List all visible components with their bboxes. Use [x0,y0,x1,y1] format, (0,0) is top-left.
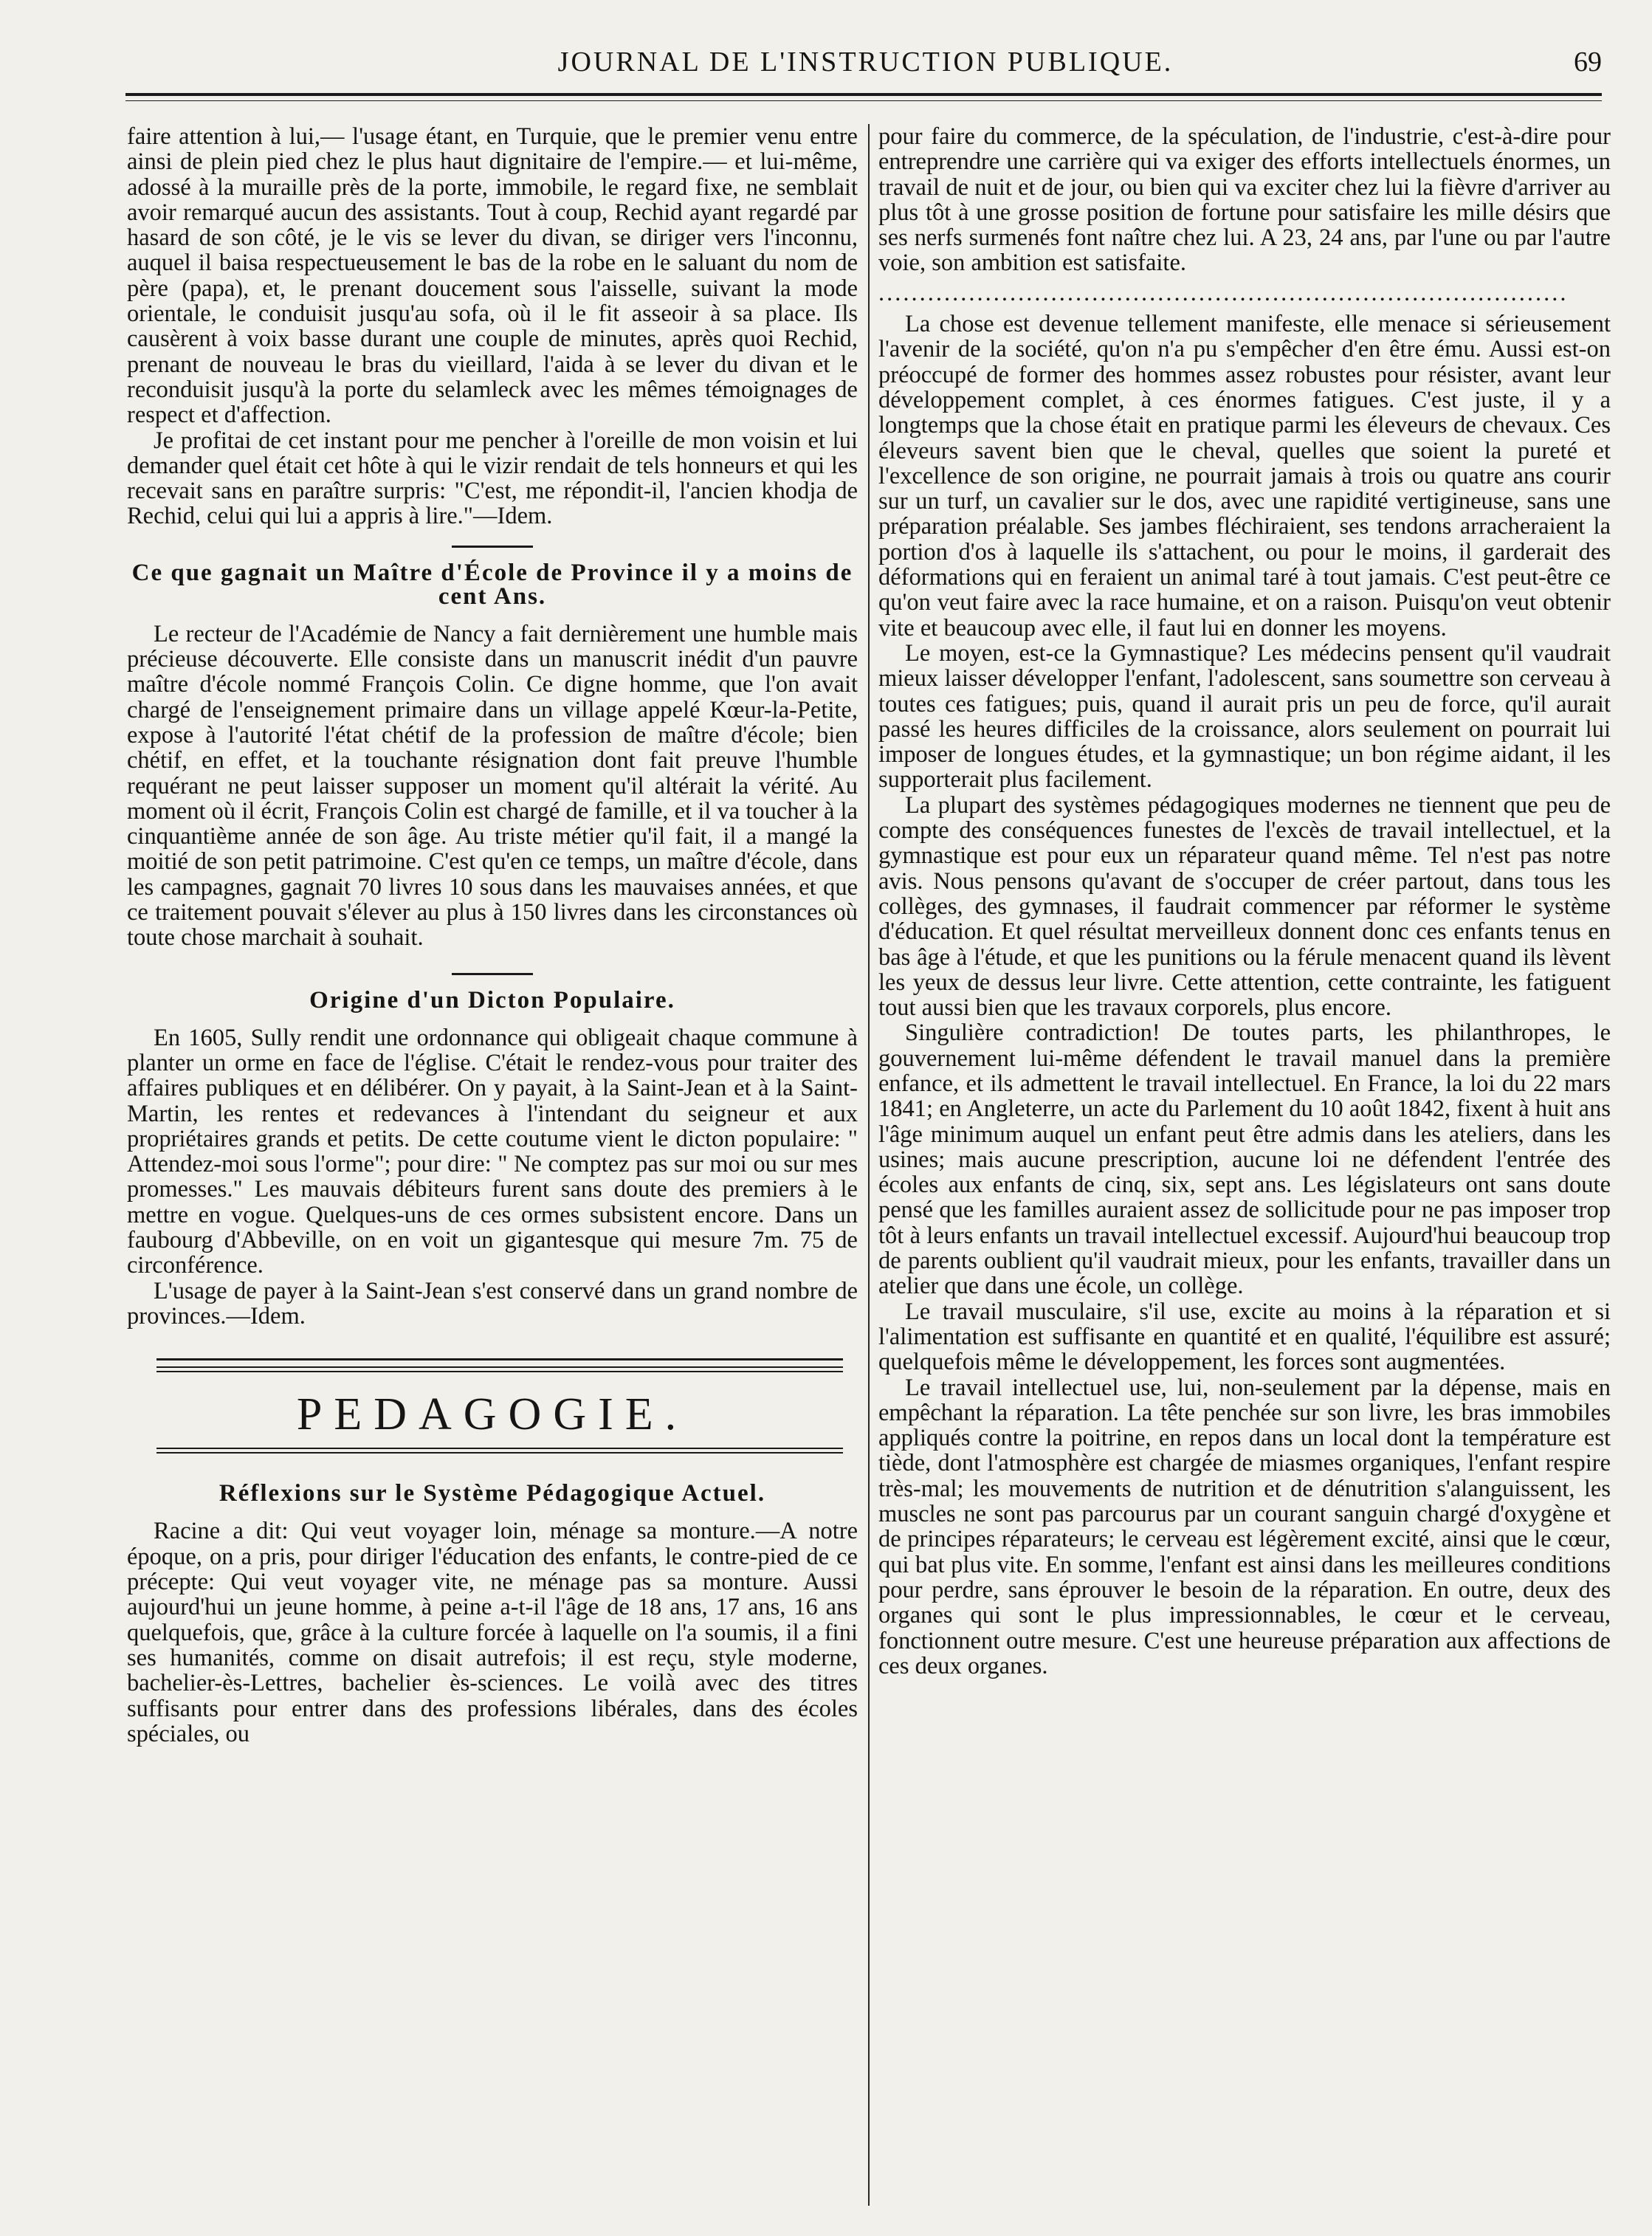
article-headline-schoolmaster: Ce que gagnait un Maître d'École de Province il y a moins de cent Ans. [131,559,853,610]
header-rule [125,93,1602,101]
article-separator [452,546,533,548]
article-paragraph: Le moyen, est-ce la Gymnastique? Les médecins pensent qu'il vaudrait mieux laisser développer l'enfant, l'adolescent, sans soumettre son cerveau à toutes ces fatigues; puis, quand il aurait pris un peu de force, qu'il aurait passé les heures difficiles de la croissance, alors seulement on pourrait lui imposer de longues études, et la gymnastique; un bon régime aidant, il les supporterait plus facilement. [878,639,1611,794]
article-paragraph: L'usage de payer à la Saint-Jean s'est conservé dans un grand nombre de provinces.—Idem. [127,1277,858,1329]
dotted-separator: .................................................................................... [878,280,1569,306]
right-intro-paragraph: pour faire du commerce, de la spéculation, de l'industrie, c'est-à-dire pour entreprendre une carrière qui va exiger des efforts intellectuels énormes, un travail de nuit et de jour, ou bien qui va exciter chez lui la fièvre d'arriver au plus tôt à une grosse position de fortune pour satisfaire les mille désirs que ses nerfs surmenés font naître chez lui. A 23, 24 ans, par l'une ou par l'autre voie, son ambition est satisfaite. [878,123,1611,277]
section-title: PEDAGOGIE. [296,1389,689,1440]
section-rule-bottom [156,1448,843,1454]
article-paragraph: La chose est devenue tellement manifeste, elle menace si sérieusement l'avenir de la société, qu'on n'a pu s'empêcher d'en être ému. Aussi est-on préoccupé de former des hommes assez robustes pour résister, avant leur développement complet, à ces énormes fatigues. C'est juste, il y a longtemps que la chose était en pratique parmi les éleveurs de chevaux. Ces éleveurs savent bien que le cheval, quelles que soient la pureté et l'excellence de son origine, ne pourrait jamais à trois ou quatre ans courir sur un turf, un cavalier sur le dos, avec une rapidité vertigineuse, sans une préparation préalable. Ses jambes fléchiraient, ses tendons arracheraient la portion d'os à laquelle ils s'attachent, ou pour le moins, il garderait des déformations qui en feraient un animal taré à tout jamais. C'est peut-être ce qu'on veut faire avec la race humaine, et on a raison. Puisqu'on veut obtenir vite et beaucoup avec elle, il faut lui en donner les moyens. [878,311,1611,641]
article-paragraph: La plupart des systèmes pédagogiques modernes ne tiennent que peu de compte des conséquences funestes de l'excès de travail intellectuel, et la gymnastique est pour eux un réparateur quand même. Tel n'est pas notre avis. Nous pensons qu'avant de s'occuper de créer partout, dans tous les collèges, des gymnases, il faudrait commencer par réformer le système d'éducation. Et quel résultat merveilleux donnent donc ces enfants tenus en bas âge à l'étude, et que les punitions ou la férule menacent quand ils lèvent les yeux de dessus leur livre. Cette attention, cette contrainte, les fatiguent tout aussi bien que les travaux corporels, plus encore. [878,791,1611,1022]
left-second-paragraph: Je profitai de cet instant pour me pencher à l'oreille de mon voisin et lui demander quel était cet hôte à qui le vizir rendait de tels honneurs et qui les recevait sans en paraître surpris: "C'est, me répondit-il, l'ancien khodja de Rechid, celui qui lui a appris à lire."—Idem. [127,427,858,530]
left-intro-paragraph: faire attention à lui,— l'usage étant, en Turquie, que le premier venu entre ainsi de plein pied chez le plus haut dignitaire de l'empire.— et lui-même, adossé à la muraille près de la porte, immobile, le regard fixe, ne semblait avoir remarqué aucun des assistants. Tout à coup, Rechid ayant regardé par hasard de son côté, je le vis se lever du divan, se diriger vers l'inconnu, auquel il baisa respectueusement le bas de la robe en le saluant du nom de père (papa), et, le prenant doucement sous l'aisselle, suivant la mode orientale, le conduisit jusqu'au sofa, où il le fit asseoir à sa place. Ils causèrent à voix basse durant une couple de minutes, après quoi Rechid, prenant de nouveau le bras du vieillard, l'aida à se lever du divan et le reconduisit jusqu'à la porte du selamleck avec les mêmes témoignages de respect et d'affection. [127,123,858,429]
article-headline-reflexions: Réflexions sur le Système Pédagogique Actuel. [218,1480,766,1507]
left-column [127,124,858,1747]
article-paragraph: Le travail intellectuel use, lui, non-seulement par la dépense, mais en empêchant la réparation. La tête penchée sur son livre, les bras immobiles appliqués contre la poitrine, en repos dans un local dont la température est tiède, dont l'atmosphère est chargée de miasmes organiques, l'enfant respire très-mal; les mouvements de nutrition et de dénutrition s'alanguissent, les muscles ne sont pas parcourus par un courant sanguin chargé d'oxygène et de principes réparateurs; le cerveau est légèrement excité, ainsi que le cœur, qui bat plus vite. En somme, l'enfant est ainsi dans les meilleures conditions pour perdre, sans éprouver le besoin de la réparation. En outre, deux des organes qui sont le plus impressionnables, le cœur et le cerveau, fonctionnent outre mesure. C'est une heureuse préparation aux affections de ces deux organes. [878,1374,1611,1679]
page-header [129,41,1602,86]
article-paragraph: En 1605, Sully rendit une ordonnance qui obligeait chaque commune à planter un orme en face de l'église. C'était le rendez-vous pour traiter des affaires publiques et en délibérer. On y payait, à la Saint-Jean et à la Saint-Martin, les rentes et redevances à l'intendant du seigneur et aux propriétaires grands et petits. De cette coutume vient le dicton populaire: " Attendez-moi sous l'orme"; pour dire: " Ne comptez pas sur moi ou sur mes promesses." Les mauvais débiteurs furent sans doute des premiers à le mettre en vogue. Quelques-uns de ces ormes subsistent encore. Dans un faubourg d'Abbeville, on en voit un gigantesque qui mesure 7m. 75 de circonférence. [127,1024,858,1279]
running-title: JOURNAL DE L'INSTRUCTION PUBLIQUE. [557,47,1174,78]
article-headline-dicton: Origine d'un Dicton Populaire. [309,986,675,1014]
article-paragraph: Racine a dit: Qui veut voyager loin, ménage sa monture.—A notre époque, on a pris, pour diriger l'éducation des enfants, le contre-pied de ce précepte: Qui veut voyager vite, ne ménage pas sa monture. Aussi aujourd'hui un jeune homme, à peine a-t-il l'âge de 18 ans, 17 ans, 16 ans quelquefois, que, grâce à la culture forcée à laquelle on l'a soumis, il a fini ses humanités, comme on disait autrefois; il est reçu, style moderne, bachelier-ès-Lettres, bachelier ès-sciences. Le voilà avec des titres suffisants pour entrer dans des professions libérales, dans des écoles spéciales, ou [127,1518,858,1747]
column-divider [868,124,870,2206]
page-number: 69 [1574,47,1602,78]
section-rule [156,1358,843,1360]
right-column [878,124,1611,1679]
article-paragraph: Singulière contradiction! De toutes parts, les philanthropes, le gouvernement lui-même défendent le travail manuel dans la première enfance, et ils admettent le travail intellectuel. En France, la loi du 22 mars 1841; en Angleterre, un acte du Parlement du 10 août 1842, fixent à huit ans l'âge minimum auquel un enfant peut être admis dans les ateliers, dans les usines; mais aucune prescription, aucune loi ne défendent l'entrée des écoles aux enfants de cinq, six, sept ans. Les législateurs ont sans doute pensé que les familles auraient assez de sollicitude pour ne pas imposer trop tôt à leurs enfants un travail intellectuel excessif. Aujourd'hui beaucoup trop de parents oublient qu'il vaudrait mieux, pour les enfants, travailler dans un atelier que dans une école, un collège. [878,1019,1611,1300]
article-paragraph: Le recteur de l'Académie de Nancy a fait dernièrement une humble mais précieuse découverte. Elle consiste dans un manuscrit inédit d'un pauvre maître d'école nommé François Colin. Ce digne homme, que l'on avait chargé de l'enseignement primaire dans un village appelé Kœur-la-Petite, expose à l'autorité l'état chétif de la profession de maître d'école; bien chétif, en effet, et la touchante résignation dont fait preuve l'humble requérant ne peut laisser supposer un moment qu'il altérait la vérité. Au moment où il écrit, François Colin est chargé de famille, et il va toucher à la cinquantième année de son âge. Au triste métier qu'il fait, il a mangé la moitié de son petit patrimoine. C'est qu'en ce temps, un maître d'école, dans les campagnes, gagnait 70 livres 10 sous dans les mauvaises années, et que ce traitement pouvait s'élever au plus à 150 livres dans les circonstances où toute chose marchait à souhait. [127,620,858,952]
article-paragraph: Le travail musculaire, s'il use, excite au moins à la réparation et si l'alimentation est suffisante en quantité et en qualité, l'équilibre est assuré; quelquefois même le développement, les forces sont augmentées. [878,1298,1611,1376]
article-separator [452,973,533,975]
section-rule-double [156,1366,843,1372]
